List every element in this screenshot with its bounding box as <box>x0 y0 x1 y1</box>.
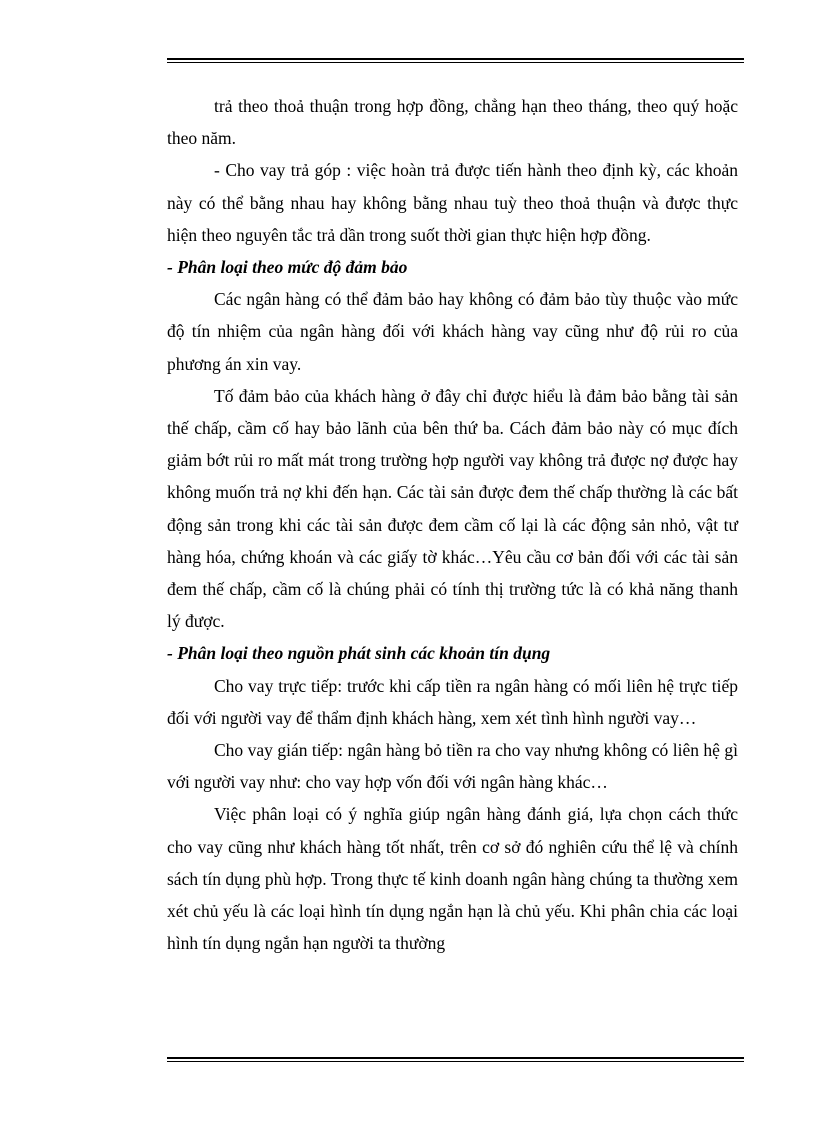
paragraph-indirect-loan: Cho vay gián tiếp: ngân hàng bỏ tiền ra cho vay nhưng không có liên hệ gì với người vay như: cho vay hợp vốn đối với ngân hàng khác… <box>167 740 738 793</box>
paragraph-installment-loan: - Cho vay trả góp : việc hoàn trả được tiến hành theo định kỳ, các khoản này có thể bằng nhau hay không bằng nhau tuỳ theo thoả thuận và được thực hiện theo nguyên tắc trả dần trong suốt thời gian thực hiện hợp đồng. <box>167 160 738 245</box>
heading-by-credit-source: - Phân loại theo nguồn phát sinh các khoản tín dụng <box>167 643 551 664</box>
paragraph-collateral-detail: Tố đảm bảo của khách hàng ở đây chỉ được hiểu là đảm bảo bằng tài sản thế chấp, cầm cố hay bảo lãnh của bên thứ ba. Cách đảm bảo này có mục đích giảm bớt rủi ro mất mát trong trường hợp người vay không trả được nợ được hay không muốn trả nợ khi đến hạn. Các tài sản được đem thế chấp thường là các bất động sản trong khi các tài sản được đem cầm cố lại là các động sản nhỏ, vật tư hàng hóa, chứng khoán và các giấy tờ khác…Yêu cầu cơ bản đối với các tài sản đem thế chấp, cầm cố là chúng phải có tính thị trường tức là có khả năng thanh lý được. <box>167 385 738 632</box>
paragraph-repayment-continued: trả theo thoả thuận trong hợp đồng, chẳng hạn theo tháng, theo quý hoặc theo năm. <box>167 96 738 149</box>
paragraph-classification-meaning: Việc phân loại có ý nghĩa giúp ngân hàng đánh giá, lựa chọn cách thức cho vay cũng như khách hàng tốt nhất, trên cơ sở đó nghiên cứu thể lệ và chính sách tín dụng phù hợp. Trong thực tế kinh doanh ngân hàng chúng ta thường xem xét chủ yếu là các loại hình tín dụng ngắn hạn là chủ yếu. Khi phân chia các loại hình tín dụng ngắn hạn người ta thường <box>167 804 738 954</box>
paragraph-collateral-intro: Các ngân hàng có thể đảm bảo hay không có đảm bảo tùy thuộc vào mức độ tín nhiệm của ngân hàng đối với khách hàng vay cũng như độ rủi ro của phương án xin vay. <box>167 289 738 374</box>
header-rule <box>167 58 744 64</box>
document-body <box>167 90 738 959</box>
heading-by-collateral: - Phân loại theo mức độ đảm bảo <box>167 257 408 278</box>
paragraph-direct-loan: Cho vay trực tiếp: trước khi cấp tiền ra ngân hàng có mối liên hệ trực tiếp đối với người vay để thẩm định khách hàng, xem xét tình hình người vay… <box>167 675 738 728</box>
footer-rule <box>167 1057 744 1063</box>
